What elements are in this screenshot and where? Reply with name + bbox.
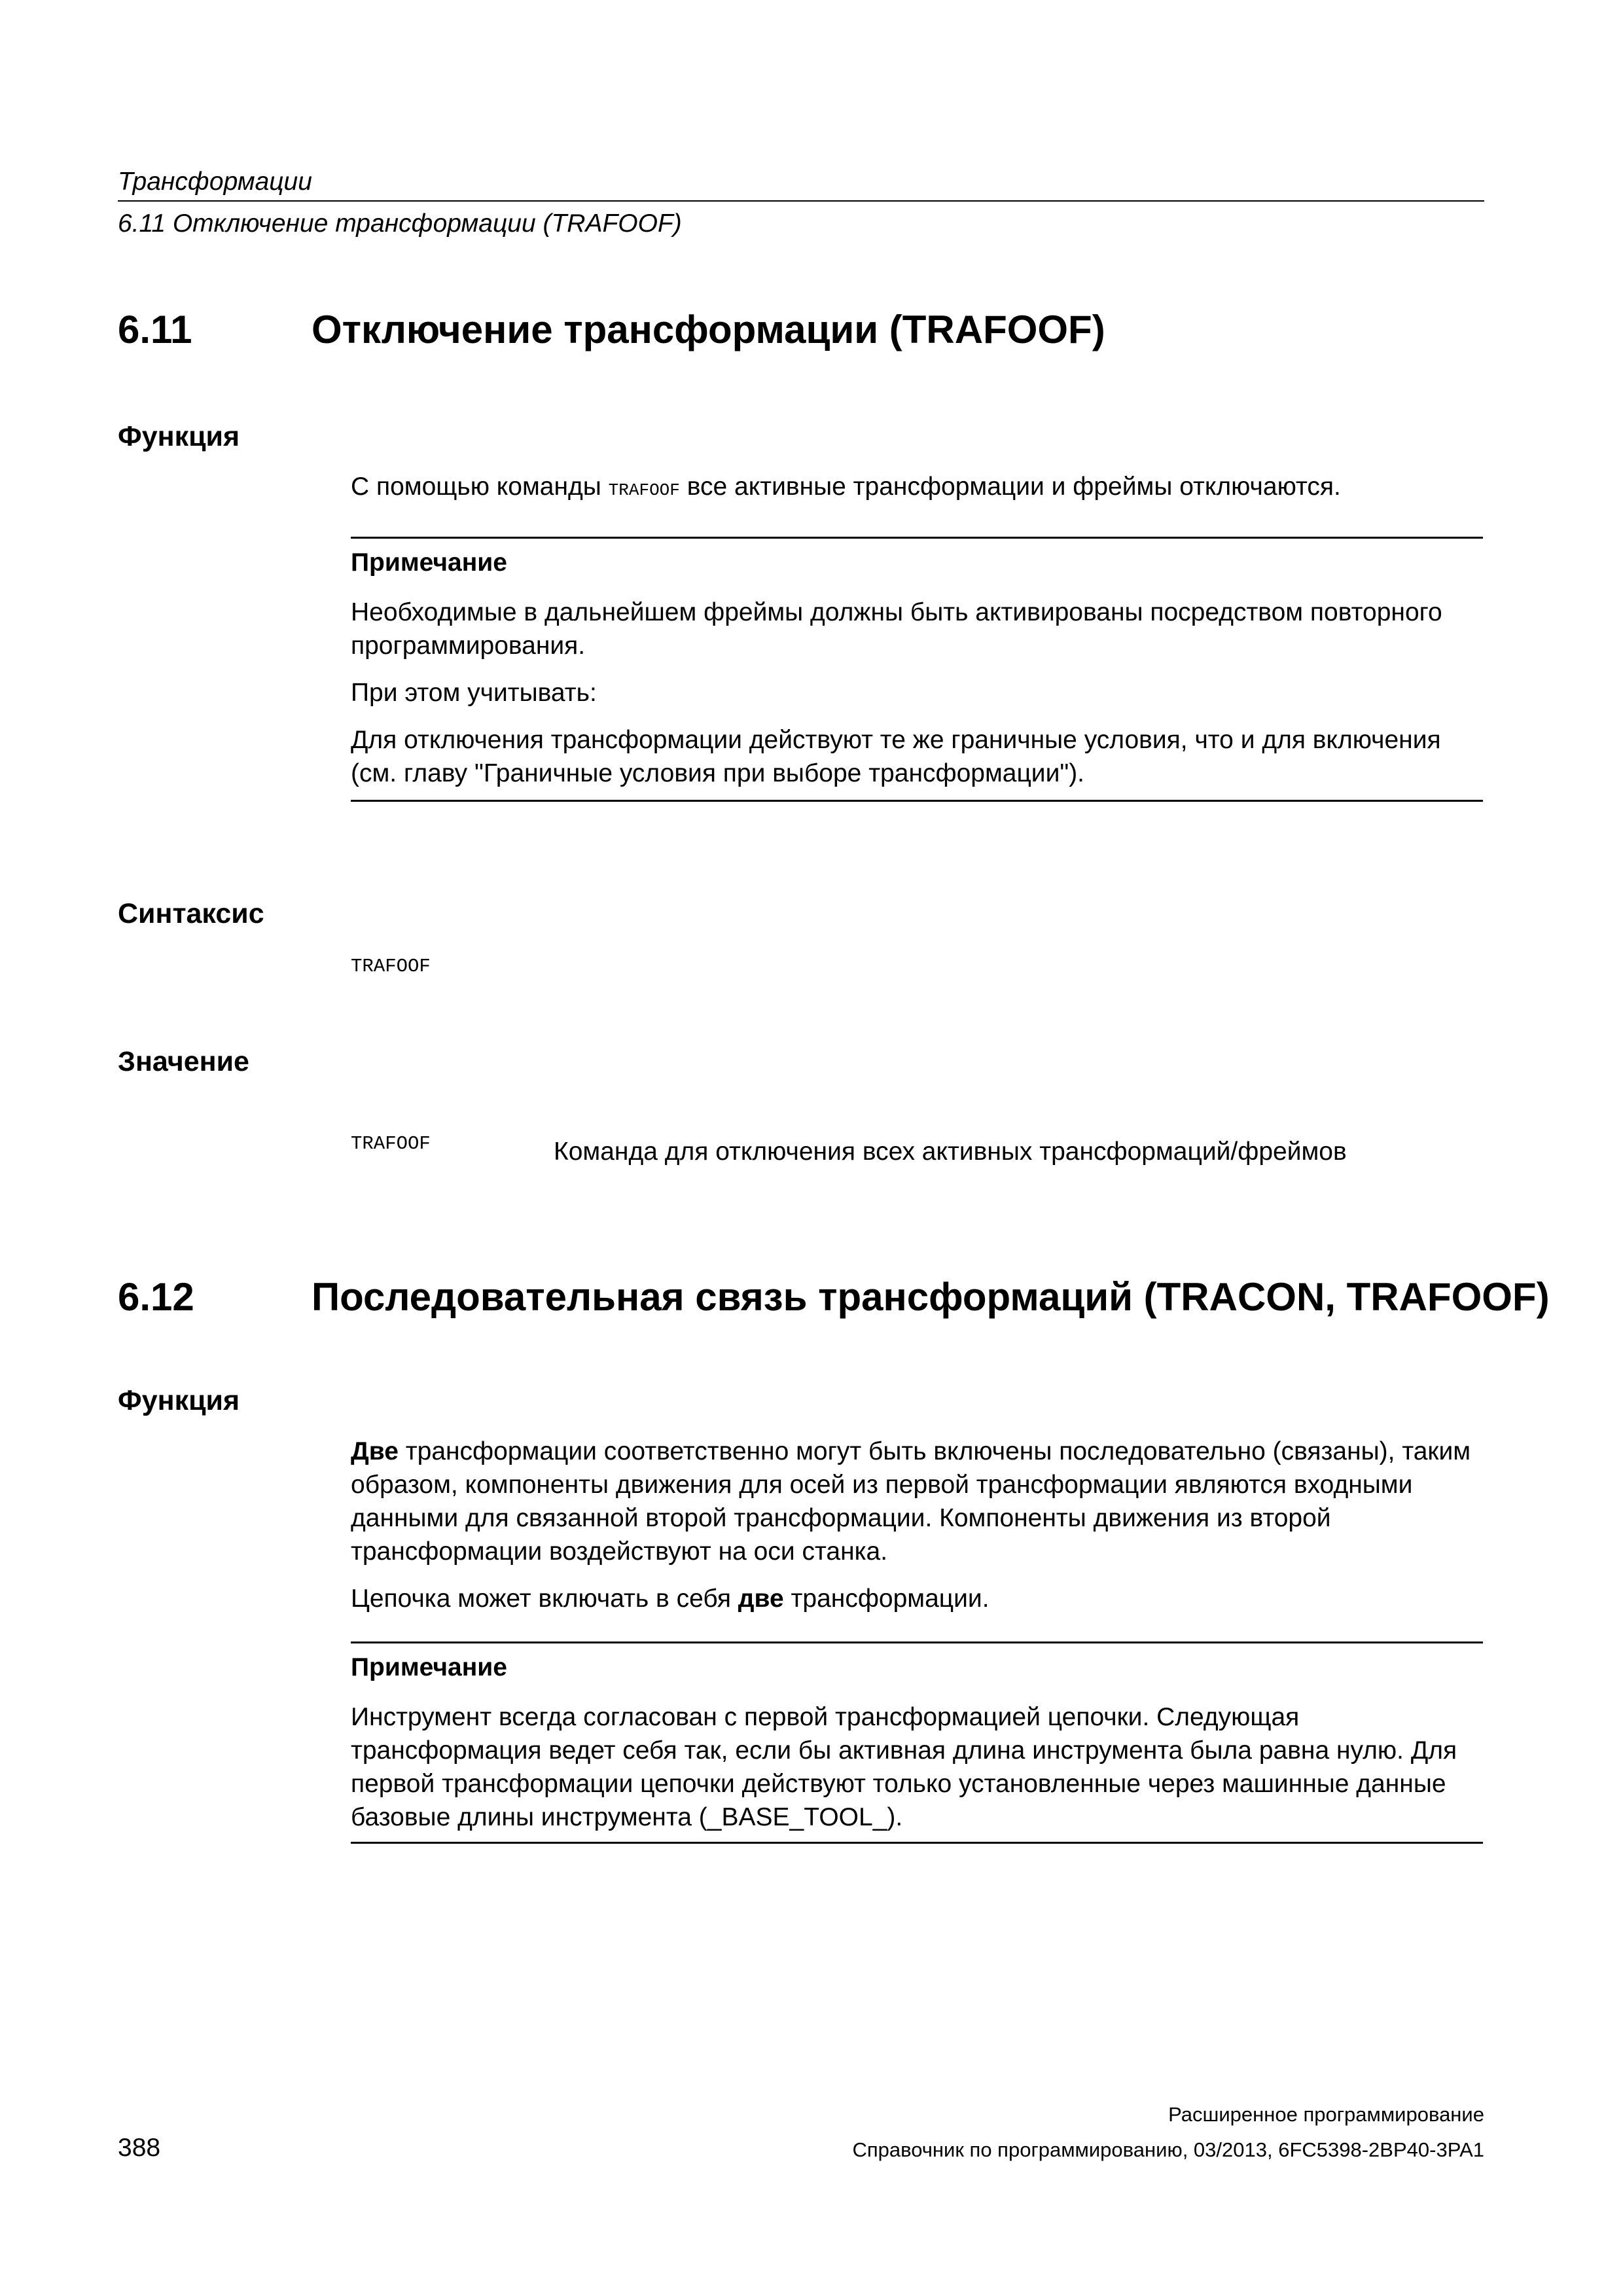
meaning-heading: Значение (118, 1046, 249, 1077)
function-text-after: все активные трансформации и фреймы отключаются. (679, 473, 1341, 501)
header-divider (118, 200, 1484, 202)
function-text (351, 470, 1483, 507)
note-paragraph: Инструмент всегда согласован с первой трансформацией цепочки. Следующая трансформация ведет себя так, если бы активная длина инструмента была равна нулю. Для первой трансформации цепочки действуют только установленные через машинные данные базовые длины инструмента (_BASE_TOOL_). (351, 1703, 1457, 1831)
note-title: Примечание (351, 548, 507, 577)
bold-word: Две (351, 1437, 399, 1465)
meaning-term: TRAFOOF (351, 1133, 431, 1155)
function-heading: Функция (118, 1385, 240, 1416)
note-top-rule (351, 537, 1483, 539)
function-text-code: TRAFOOF (608, 480, 680, 500)
meaning-description: Команда для отключения всех активных трансформаций/фреймов (554, 1138, 1347, 1166)
page-number: 388 (118, 2134, 161, 2162)
function-paragraph-text: трансформации соответственно могут быть включены последовательно (связаны), таким образом, компоненты движения для осей из первой трансформации являются входными данными для связанной второй трансформации. Компоненты движения из второй трансформации воздействуют на оси станка. (351, 1437, 1471, 1566)
function-body (351, 1435, 1483, 1615)
function-heading: Функция (118, 421, 240, 452)
running-header-chapter: Трансформации (118, 168, 312, 196)
note-bottom-rule (351, 800, 1483, 802)
section-number: 6.12 (118, 1275, 194, 1319)
note-paragraph: Необходимые в дальнейшем фреймы должны быть активированы посредством повторного программирования. (351, 598, 1442, 660)
section-title: Последовательная связь трансформаций (TRACON, TRAFOOF) (312, 1275, 1550, 1319)
section-number: 6.11 (118, 308, 192, 351)
function-paragraph (351, 1435, 1483, 1568)
section-title: Отключение трансформации (TRAFOOF) (312, 308, 1105, 351)
note-title: Примечание (351, 1653, 507, 1681)
syntax-code: TRAFOOF (351, 956, 431, 977)
function-text-before: С помощью команды (351, 473, 609, 501)
note-bottom-rule (351, 1842, 1483, 1844)
note-body (351, 596, 1483, 790)
bold-word: две (738, 1585, 784, 1613)
function-paragraph-text: Цепочка может включать в себя (351, 1585, 738, 1613)
footer-reference: Справочник по программированию, 03/2013, 6FC5398-2BP40-3PA1 (852, 2138, 1484, 2161)
function-paragraph (351, 1582, 1483, 1615)
running-header-section: 6.11 Отключение трансформации (TRAFOOF) (118, 209, 682, 238)
note-paragraph: При этом учитывать: (351, 679, 597, 707)
note-body (351, 1700, 1483, 1834)
function-paragraph-text: трансформации. (783, 1585, 990, 1613)
note-paragraph: Для отключения трансформации действуют те же граничные условия, что и для включения (см. главу "Граничные условия при выборе трансформации"). (351, 726, 1441, 787)
syntax-heading: Синтаксис (118, 898, 264, 929)
footer-book-title: Расширенное программирование (1168, 2103, 1484, 2126)
note-top-rule (351, 1641, 1483, 1643)
